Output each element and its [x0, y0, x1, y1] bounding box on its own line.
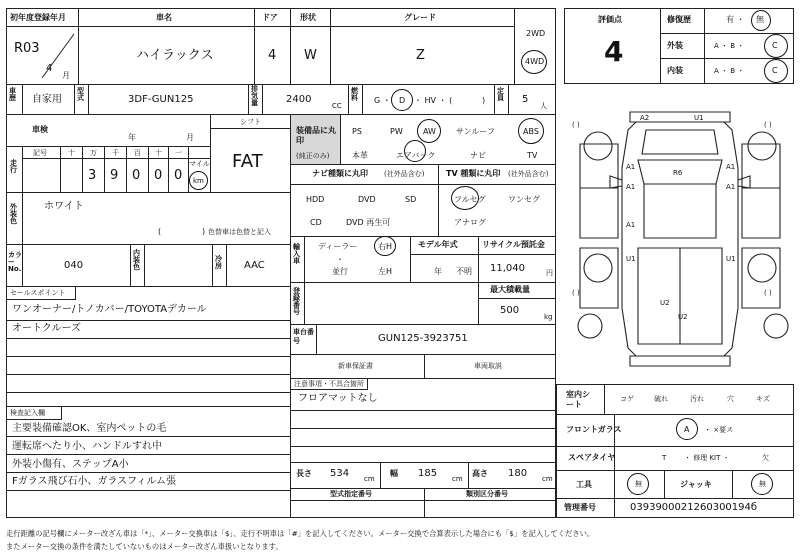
displacement-value: 2400 [286, 94, 312, 105]
inspector-line-4: Fガラス飛び石小、ガラスフィルム張 [12, 476, 176, 487]
car-diagram [566, 108, 794, 370]
model-value: 3DF-GUN125 [128, 94, 194, 105]
door-value: 4 [268, 48, 277, 63]
interior-circle [764, 59, 788, 83]
color-note: 色替車は色替と記入 [208, 228, 271, 236]
color-paren-close: ) [202, 227, 206, 236]
diagram-label-u1-top: U1 [694, 114, 704, 122]
model-label: 型式 [77, 87, 84, 102]
first-reg-era: R03 [14, 41, 40, 56]
category-number-label: 類別区分番号 [466, 490, 508, 498]
interior-options: A ・ B ・ [714, 67, 745, 75]
recycle-label: リサイクル預託金 [482, 240, 545, 249]
scratch-symbol-tl: ( ) [572, 121, 580, 129]
shift-label: シフト [240, 118, 261, 126]
repair-value: 無 [756, 15, 764, 24]
navi-cd: CD [310, 218, 322, 227]
aircon-label: 冷房 [215, 255, 222, 270]
import-left-h: 左H [378, 267, 393, 276]
tv-fullseg-circle [451, 186, 479, 210]
shape-label: 形状 [300, 13, 316, 22]
seat-item-4: 穴 [727, 395, 734, 403]
equip-sunroof: サンルーフ [456, 127, 495, 136]
digit-label-1: 十 [68, 149, 75, 157]
height-label: 高さ [472, 469, 488, 478]
height-value: 180 [508, 468, 528, 479]
seat-item-3: 汚れ [690, 395, 704, 403]
height-unit: cm [542, 475, 553, 483]
spare-t: T [662, 454, 667, 462]
mileage-digit-3: 0 [132, 168, 141, 183]
color-label: 外装色 [10, 203, 17, 225]
windshield-label: フロントガラス [566, 425, 622, 434]
footer-line-1: 走行距離の記号欄にメーター改ざん車は「*」、メーター交換車は「$」、走行不明車は「#」を記入してください。メーター交換で合算表示した場合にも「$」を記入してください。 [6, 529, 595, 538]
equip-airbag-circle [404, 140, 426, 162]
navi-hdd: HDD [306, 195, 325, 204]
digit-label-4: 百 [134, 149, 141, 157]
diagram-label-a1-1: A1 [626, 163, 636, 171]
type-number-label: 型式指定番号 [330, 490, 372, 498]
inspection-month: 月 [186, 133, 194, 142]
mile-label: マイル [189, 160, 210, 168]
color-no-label: カラーNo. [8, 251, 22, 273]
diagram-label-a1-3: A1 [726, 163, 736, 171]
digit-label-6: 一 [175, 149, 182, 157]
spare-missing: 欠 [762, 454, 769, 462]
management-value: 0393900021260300194б [630, 502, 758, 513]
length-value: 534 [330, 468, 350, 479]
width-value: 185 [418, 468, 438, 479]
model-year-unit: 年 [434, 267, 442, 276]
navi-sub: (社外品含む) [384, 170, 425, 178]
inspection-year: 年 [128, 133, 136, 142]
km-circle [189, 171, 208, 190]
interior-label: 内装 [667, 66, 683, 75]
jack-circle [751, 473, 773, 495]
km-unit: km [193, 177, 204, 185]
notes-text: フロアマットなし [298, 393, 378, 404]
tv-label: TV 種類に丸印 [446, 169, 501, 178]
chassis-value: GUN125-3923751 [378, 333, 468, 344]
yen-unit: 円 [546, 269, 553, 277]
digit-label-2: 万 [90, 149, 97, 157]
jack-label: ジャッキ [680, 480, 712, 489]
usage-value: 自家用 [32, 94, 62, 105]
digit-label-5: 十 [155, 149, 162, 157]
spare-label: スペアタイヤ [568, 453, 616, 462]
symbol-label: 記号 [33, 149, 47, 157]
jack-value: 無 [759, 480, 766, 488]
recycle-value: 11,040 [490, 263, 525, 274]
max-load-value: 500 [500, 305, 520, 316]
digit-label-3: 千 [112, 149, 119, 157]
diagram-label-a1-4: A1 [726, 183, 736, 191]
import-dot: ・ [336, 255, 344, 264]
tv-oneseg: ワンセグ [508, 195, 540, 204]
length-label: 長さ [296, 469, 312, 478]
exterior-options: A ・ B ・ [714, 42, 745, 50]
inspector-line-2: 運転席へたり小、ハンドルすれ中 [12, 441, 162, 452]
inspector-line-3: 外装小傷有、ステップA小 [12, 459, 129, 470]
first-reg-label: 初年度登録年月 [10, 13, 66, 22]
displacement-label: 排気量 [251, 85, 258, 107]
score-label: 評価点 [598, 15, 622, 24]
mileage-digit-1: 3 [88, 168, 97, 183]
diagram-label-a1-2: A1 [626, 183, 636, 191]
right-h-circle [374, 236, 396, 256]
seat-label: 室内シート [566, 390, 590, 410]
warranty-label: 新車保証書 [338, 362, 373, 370]
scratch-symbol-br: ( ) [764, 289, 772, 297]
equip-leather: 本革 [352, 151, 368, 160]
import-dealer: ディーラー [318, 242, 358, 251]
fuel-hv: ・ HV ・ ( [414, 96, 453, 105]
tools-value: 無 [635, 480, 642, 488]
width-unit: cm [452, 475, 463, 483]
shift-value: FAT [232, 151, 263, 172]
door-label: ドア [262, 13, 278, 22]
exterior-value: C [772, 41, 778, 50]
fuel-value: D [399, 96, 406, 105]
shape-value: W [304, 48, 317, 63]
diagram-label-u1-left: U1 [626, 255, 636, 263]
diagram-label-u2-2: U2 [678, 313, 688, 321]
fuel-circle [391, 89, 413, 111]
diagram-label-u1-right: U1 [726, 255, 736, 263]
navi-dvd: DVD [358, 195, 376, 204]
footer-line-2: またメーター交換の条件を満たしていないものはメーター改ざん車扱いとなります。 [6, 542, 283, 551]
interior-color-label: 内装色 [133, 249, 140, 271]
diagram-label-u2-1: U2 [660, 299, 670, 307]
person-unit: 人 [540, 102, 547, 110]
color-paren: ( [158, 227, 162, 236]
fuel-label: 燃料 [351, 87, 358, 102]
car-name-label: 車名 [156, 13, 172, 22]
equip-pw: PW [390, 127, 403, 136]
mileage-label: 走行 [10, 159, 17, 174]
interior-value: C [772, 66, 778, 75]
equip-ps: PS [352, 127, 362, 136]
equip-airbag: エアバック [396, 151, 436, 160]
windshield-rest: ・ ×要ス [704, 426, 734, 434]
seat-item-5: キズ [756, 395, 770, 403]
fuel-close: ) [482, 96, 486, 105]
model-year-unknown: 不明 [456, 267, 472, 276]
repair-circle [751, 10, 771, 31]
equip-aw: AW [423, 127, 436, 136]
tv-fullseg: フルセグ [454, 195, 486, 204]
equip-navi: ナビ [470, 151, 486, 160]
import-label: 輸入車 [293, 243, 300, 265]
repair-options: 有 ・ [726, 15, 745, 24]
equipment-sublabel: (純正のみ) [296, 152, 330, 160]
notes-label: 注意事項・不具合箇所 [294, 380, 364, 388]
equip-aw-circle [417, 119, 441, 143]
seat-item-1: コゲ [620, 395, 634, 403]
drive-4wd-circle [521, 50, 547, 74]
inspector-label: 検査記入欄 [10, 409, 45, 417]
mileage-digit-4: 0 [154, 168, 163, 183]
scratch-symbol-bl: ( ) [572, 289, 580, 297]
tools-label: 工具 [576, 480, 592, 489]
mileage-digit-2: 9 [110, 168, 119, 183]
windshield-value: A [684, 425, 690, 434]
exterior-label: 外装 [667, 41, 683, 50]
scratch-symbol-tr: ( ) [764, 121, 772, 129]
spare-repair-kit: ・ 修理 KIT ・ [684, 454, 730, 462]
equip-tv: TV [527, 151, 538, 160]
inspection-label: 車検 [32, 125, 48, 134]
month-unit: 月 [62, 71, 70, 80]
capacity-value: 5 [522, 94, 529, 105]
diagram-label-r6: R6 [673, 169, 683, 177]
exterior-circle [764, 34, 788, 58]
color-value: ホワイト [44, 201, 84, 212]
kg-unit: kg [544, 313, 553, 321]
navi-dvd-play: DVD 再生可 [346, 218, 391, 227]
seat-item-2: 破れ [654, 395, 668, 403]
equipment-label: 装備品に丸印 [296, 126, 336, 146]
tv-analog: アナログ [454, 218, 486, 227]
selling-point-line-1: ワンオーナー/トノカバー/TOYOTAデカール [12, 304, 207, 315]
manual-label: 車両取説 [474, 362, 502, 370]
import-right-h: 右H [378, 242, 393, 251]
equip-abs-circle [518, 118, 544, 144]
drive-4wd: 4WD [525, 57, 545, 66]
chassis-label: 車台番号 [293, 328, 314, 346]
equip-abs: ABS [523, 127, 539, 136]
diagram-label-a1-5: A1 [626, 221, 636, 229]
capacity-label: 定員 [497, 87, 504, 102]
selling-point-line-2: オートクルーズ [12, 323, 81, 334]
first-reg-month: 4 [46, 63, 53, 74]
grade-value: Z [416, 48, 425, 63]
registration-label: 登録番号 [293, 287, 300, 316]
aircon-value: AAC [244, 260, 265, 271]
tv-sub: (社外品含む) [508, 170, 549, 178]
management-label: 管理番号 [564, 503, 596, 512]
windshield-circle [676, 418, 698, 440]
selling-points-label: セールスポイント [10, 289, 66, 297]
tools-circle [627, 473, 649, 495]
model-year-label: モデル年式 [418, 240, 458, 249]
usage-label: 車歴 [9, 87, 16, 102]
width-label: 幅 [390, 469, 398, 478]
score-value: 4 [604, 35, 624, 68]
length-unit: cm [364, 475, 375, 483]
import-parallel: 並行 [332, 267, 348, 276]
inspector-line-1: 主要装備確認OK、室内ペットの毛 [12, 423, 167, 434]
fuel-options: G ・ [374, 96, 391, 105]
diagram-label-a2: A2 [640, 114, 650, 122]
navi-sd: SD [405, 195, 417, 204]
mileage-digit-5: 0 [174, 168, 183, 183]
max-load-label: 最大積載量 [490, 285, 530, 294]
drive-2wd: 2WD [526, 29, 546, 38]
cc-unit: CC [332, 102, 342, 110]
color-no-value: 040 [64, 260, 84, 271]
grade-label: グレード [404, 13, 436, 22]
navi-label: ナビ種類に丸印 [312, 169, 368, 178]
repair-label: 修復歴 [667, 15, 691, 24]
car-name-value: ハイラックス [136, 48, 214, 63]
